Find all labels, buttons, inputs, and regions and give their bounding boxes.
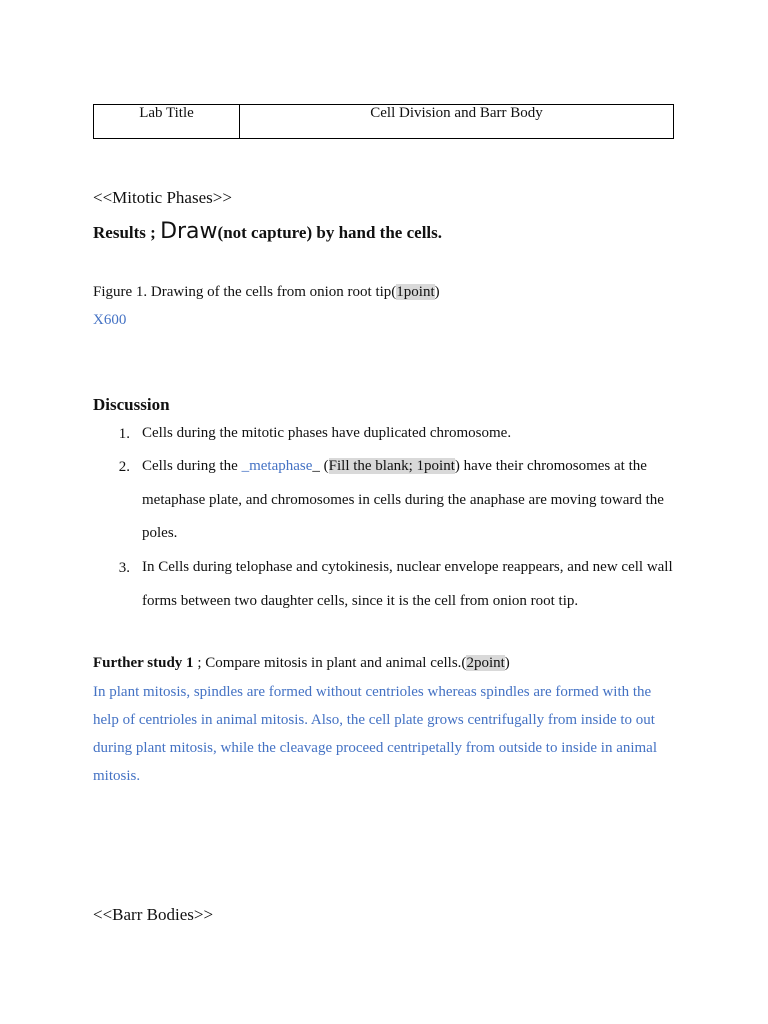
list-item-number: 1.	[118, 426, 130, 442]
fill-blank-points-highlight: Fill the blank; 1point	[328, 458, 455, 474]
further-study-answer: In plant mitosis, spindles are formed without centrioles whereas spindles are formed with the help of centrioles in animal mitosis. Also, the cell plate grows centrifugally from inside to out during plant mitosis, while the cleavage proceed centripetally from outside to inside in animal mitosis.	[93, 684, 658, 784]
discussion-item-2	[142, 450, 682, 551]
lab-title-table	[93, 104, 674, 139]
figure-caption	[93, 284, 440, 301]
further-study-prompt	[93, 655, 510, 672]
item2-blank-tail: _ (	[312, 458, 329, 474]
further-study-text: ; Compare mitosis in plant and animal cells.(	[193, 655, 467, 671]
table-row	[94, 105, 674, 139]
metaphase-answer: _metaphase	[241, 458, 313, 474]
list-item-number: 2.	[118, 459, 130, 475]
further-study-label: Further study 1	[93, 655, 194, 671]
lab-title-label: Lab Title	[94, 105, 240, 139]
discussion-item-3: In Cells during telophase and cytokinesis, nuclear envelope reappears, and new cell wall forms between two daughter cells, since it is the cell from onion root tip.	[142, 559, 673, 609]
discussion-heading: Discussion	[93, 395, 170, 414]
mitotic-phases-heading: <<Mitotic Phases>>	[93, 188, 232, 207]
figure-caption-close: )	[434, 284, 440, 300]
results-draw-word: Draw	[160, 219, 218, 244]
results-instruction	[93, 219, 442, 244]
figure-points-highlight: 1point	[396, 284, 435, 300]
list-item-number: 3.	[118, 560, 130, 576]
figure-caption-text: Figure 1. Drawing of the cells from onion root tip(	[93, 284, 397, 300]
barr-bodies-heading: <<Barr Bodies>>	[93, 905, 214, 924]
discussion-item-1: Cells during the mitotic phases have duplicated chromosome.	[142, 425, 512, 441]
results-prefix: Results ;	[93, 223, 161, 242]
item2-pre: Cells during the	[142, 458, 242, 474]
lab-title-value: Cell Division and Barr Body	[240, 105, 674, 139]
item2-post: ) have their chromosomes at the metaphase plate, and chromosomes in cells during the anaphase are moving toward the poles.	[142, 458, 664, 541]
magnification-label: X600	[93, 312, 127, 328]
further-study-close: )	[504, 655, 510, 671]
further-points-highlight: 2point	[466, 655, 505, 671]
results-suffix: (not capture) by hand the cells.	[217, 223, 443, 242]
